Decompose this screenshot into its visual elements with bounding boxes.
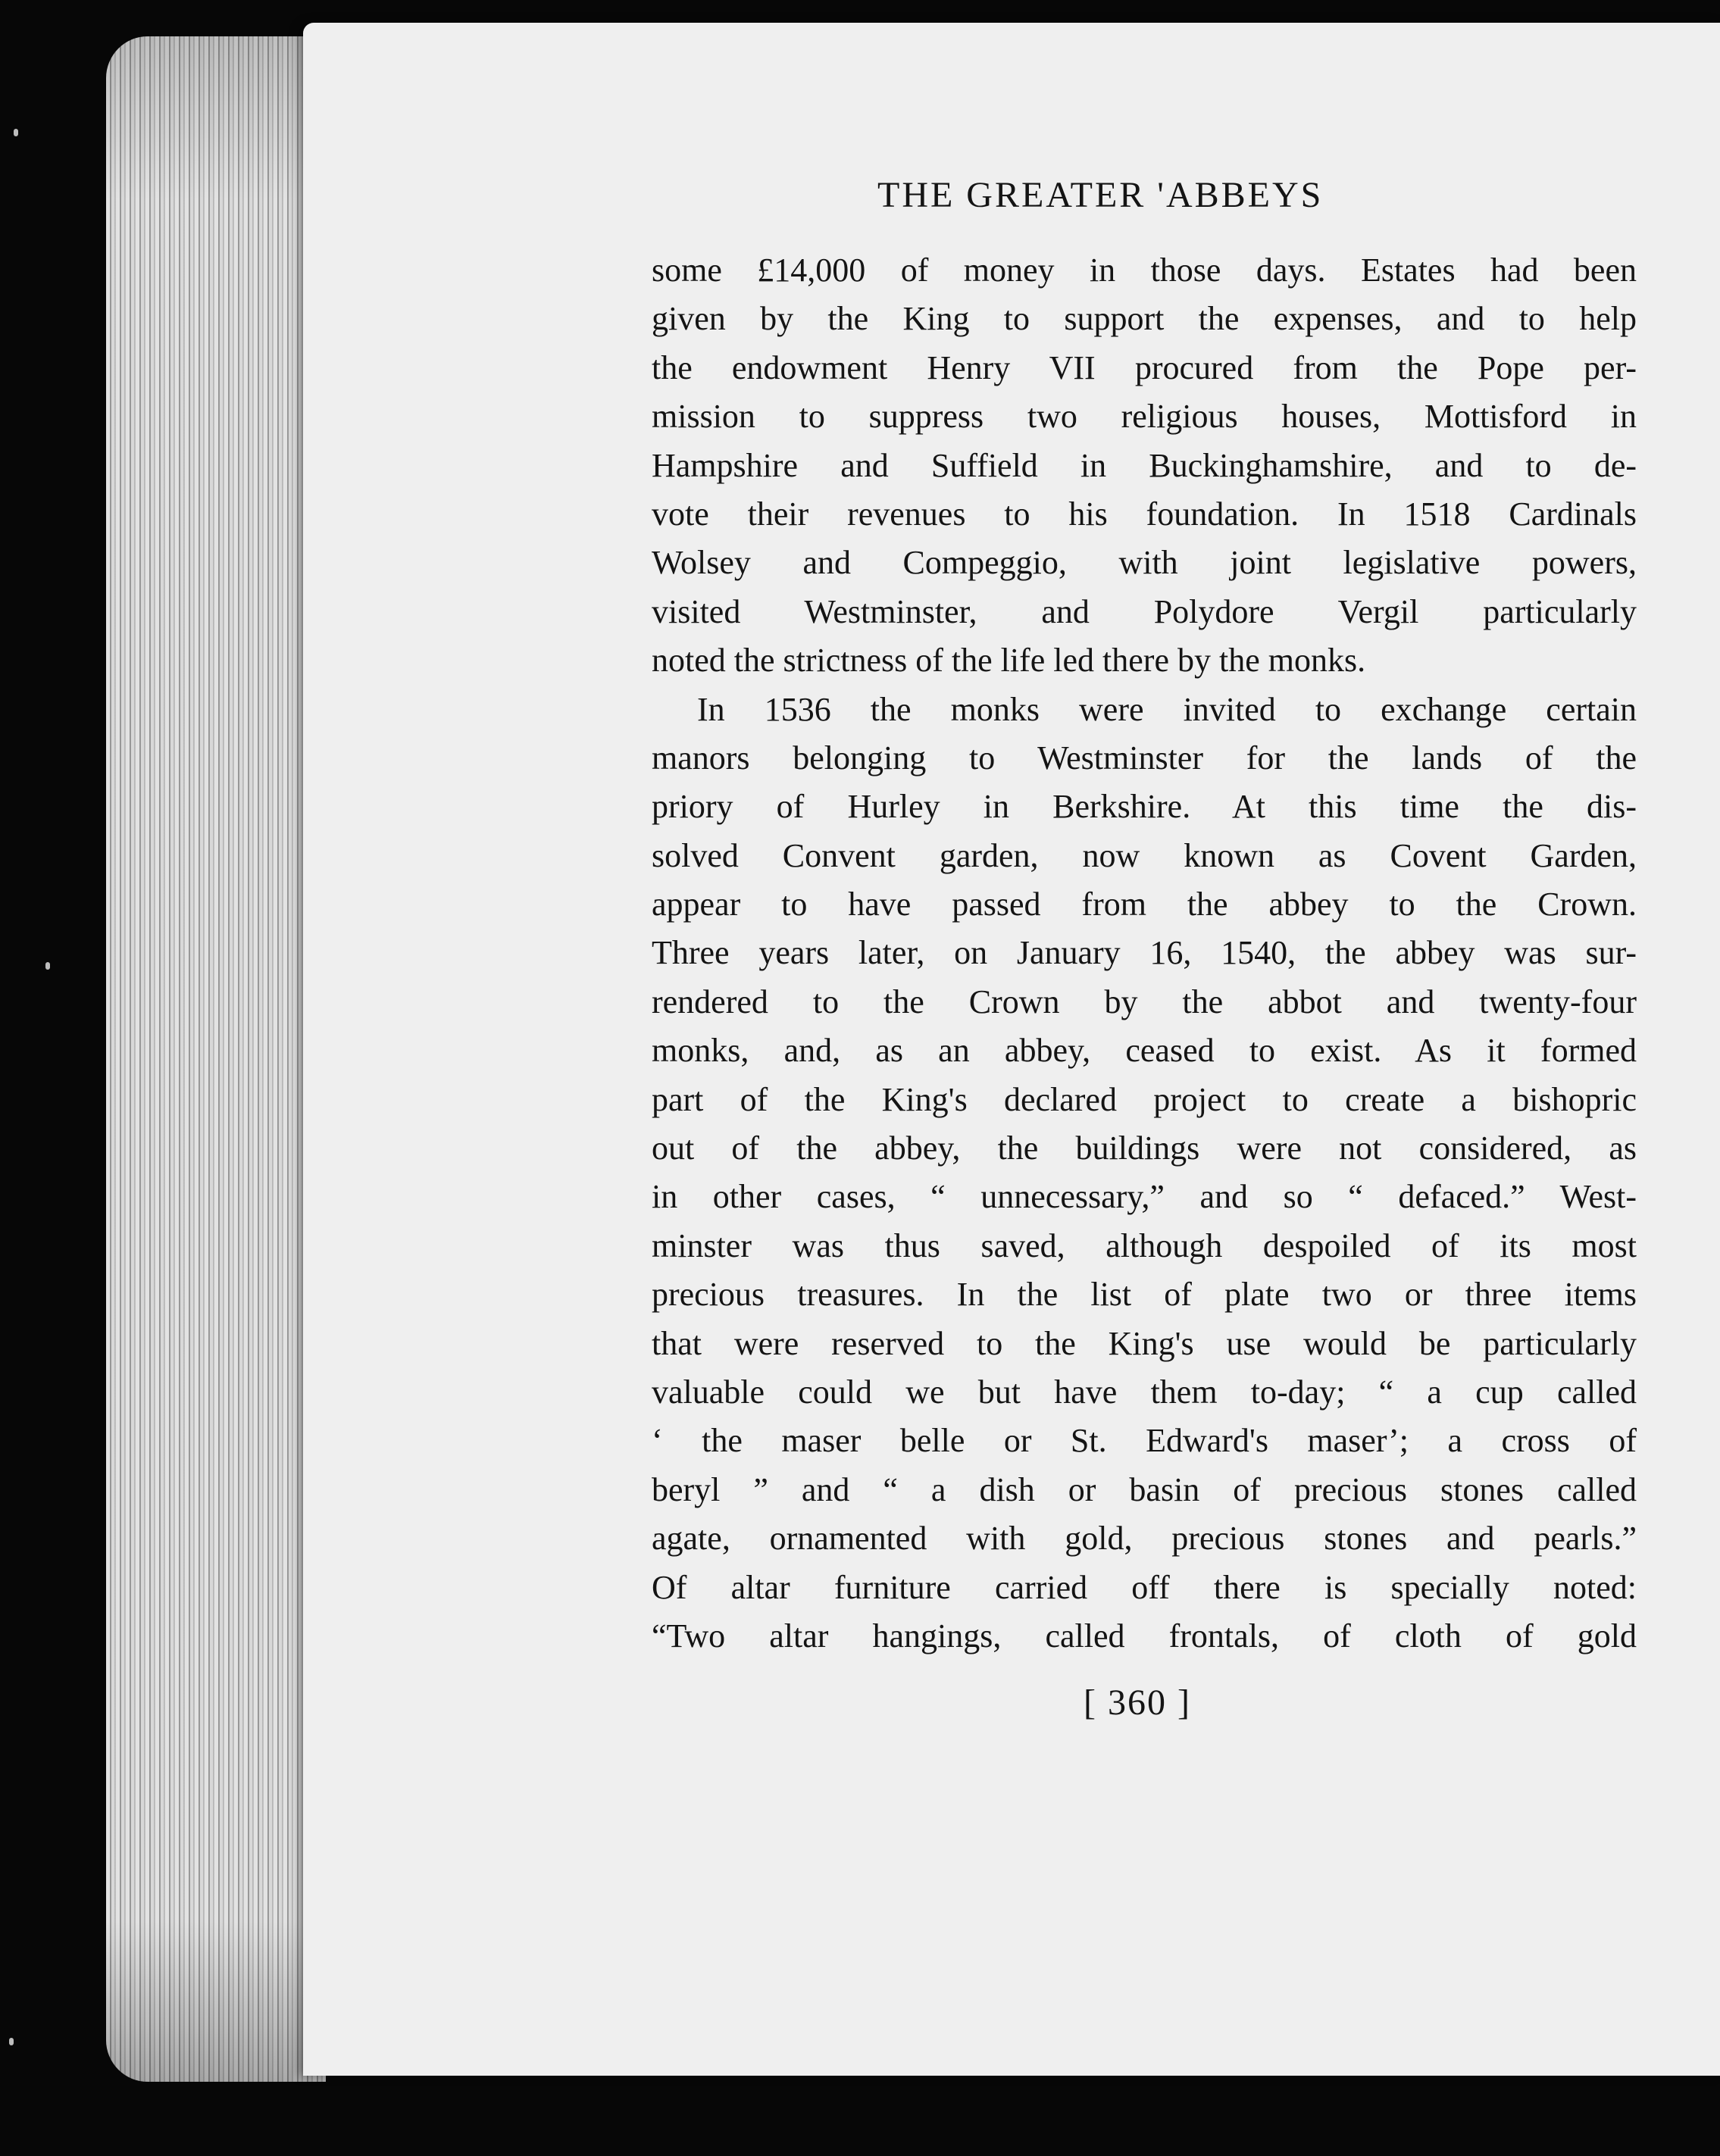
text-line: In 1536 the monks were invited to exchange certain — [697, 690, 1637, 728]
body-text — [652, 246, 1637, 1661]
text-line: vote their revenues to his foundation. In 1518 Cardinals — [652, 495, 1637, 533]
text-line: visited Westminster, and Polydore Vergil particularly — [652, 592, 1637, 630]
scan-speck — [45, 962, 50, 970]
page-edges — [106, 36, 326, 2082]
text-line: minster was thus saved, although despoiled of its most — [652, 1226, 1637, 1264]
running-head: THE GREATER 'ABBEYS — [877, 175, 1324, 215]
text-line: Hampshire and Suffield in Buckinghamshire, and to de- — [652, 446, 1637, 484]
text-line: given by the King to support the expenses, and to help — [652, 300, 1637, 338]
text-line: mission to suppress two religious houses, Mottisford in — [652, 398, 1637, 436]
text-line: priory of Hurley in Berkshire. At this time the dis- — [652, 788, 1637, 826]
text-line: valuable could we but have them to-day; “ a cup called — [652, 1373, 1637, 1411]
text-line: agate, ornamented with gold, precious stones and pearls.” — [652, 1520, 1637, 1558]
text-line: ‘ the maser belle or St. Edward's maser’; a cross of — [652, 1422, 1637, 1460]
text-line: solved Convent garden, now known as Covent Garden, — [652, 836, 1637, 874]
text-line: monks, and, as an abbey, ceased to exist. As it formed — [652, 1032, 1637, 1070]
text-line: appear to have passed from the abbey to the Crown. — [652, 886, 1637, 923]
text-line: Of altar furniture carried off there is specially noted: — [652, 1568, 1637, 1606]
scan-speck — [14, 129, 18, 136]
text-line: rendered to the Crown by the abbot and twenty-four — [652, 983, 1637, 1020]
scan-speck — [9, 2038, 14, 2045]
text-line: manors belonging to Westminster for the lands of the — [652, 739, 1637, 776]
page-number: [ 360 ] — [1084, 1683, 1191, 1723]
text-line: “Two altar hangings, called frontals, of cloth of gold — [652, 1617, 1637, 1654]
text-line: that were reserved to the King's use would be particularly — [652, 1324, 1637, 1362]
text-line: noted the strictness of the life led there by the monks. — [652, 642, 1366, 680]
text-line: some £14,000 of money in those days. Estates had been — [652, 252, 1637, 289]
text-line: Three years later, on January 16, 1540, the abbey was sur- — [652, 934, 1637, 972]
text-line: in other cases, “ unnecessary,” and so “ defaced.” West- — [652, 1178, 1637, 1216]
text-line: beryl ” and “ a dish or basin of precious stones called — [652, 1470, 1637, 1508]
text-line: Wolsey and Compeggio, with joint legislative powers, — [652, 544, 1637, 582]
text-line: precious treasures. In the list of plate two or three items — [652, 1276, 1637, 1314]
text-line: the endowment Henry VII procured from the Pope per- — [652, 348, 1637, 386]
text-line: part of the King's declared project to create a bishopric — [652, 1080, 1637, 1118]
text-line: out of the abbey, the buildings were not considered, as — [652, 1130, 1637, 1167]
